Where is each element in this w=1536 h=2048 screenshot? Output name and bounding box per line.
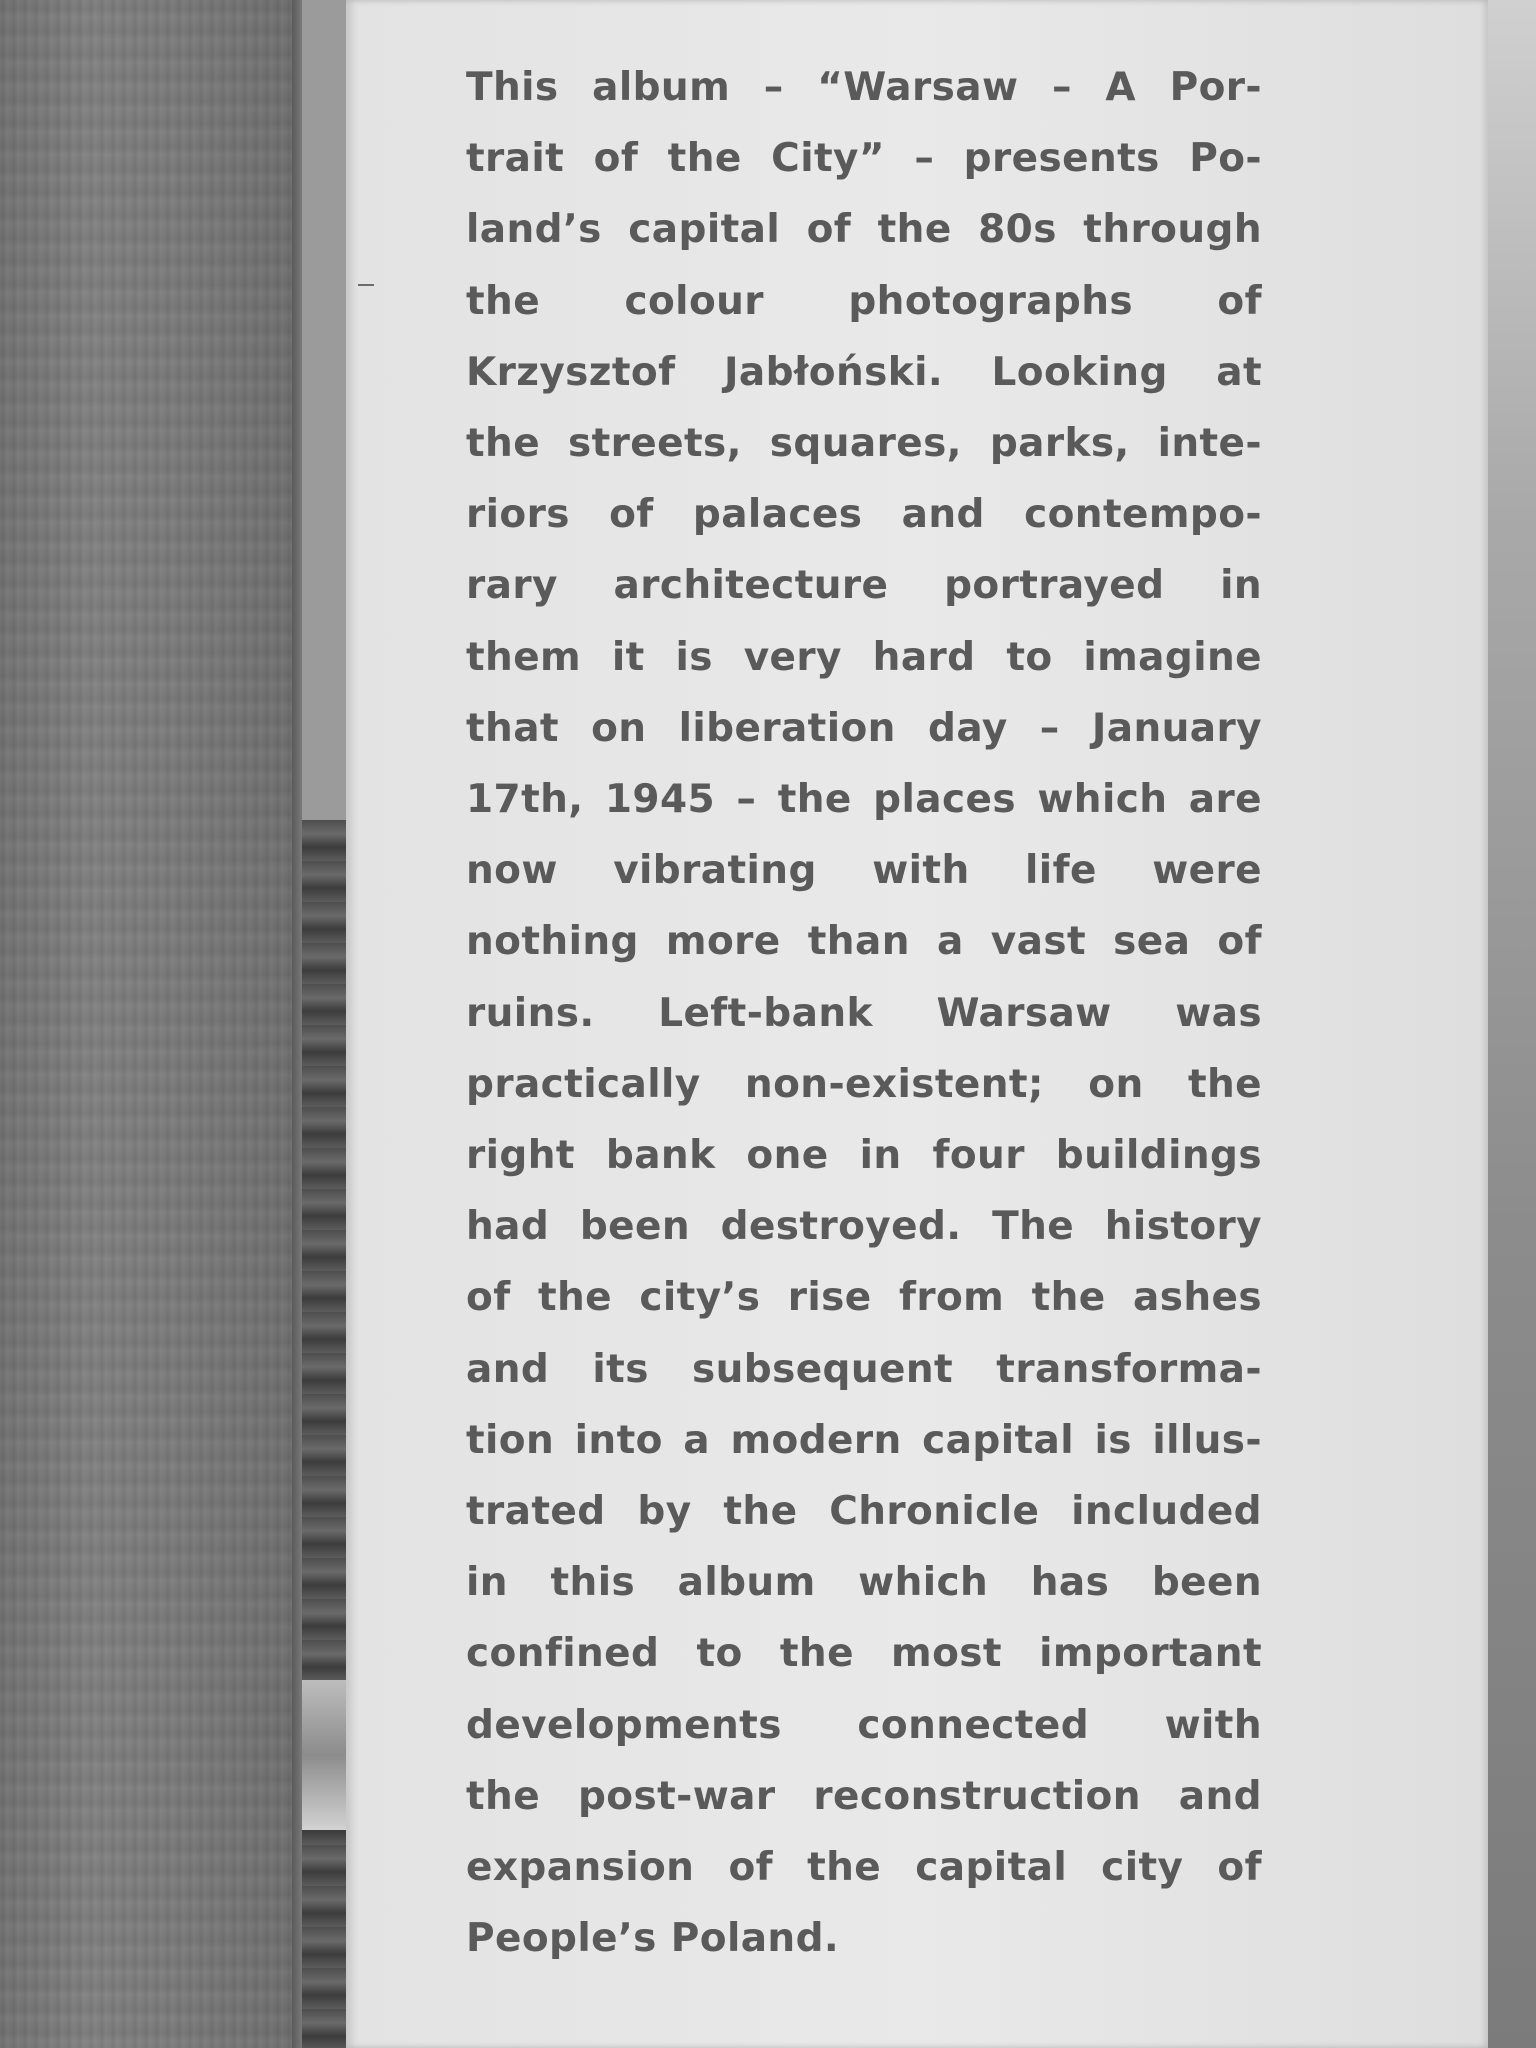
- text-line-6: the streets, squares, parks, inte-: [466, 421, 1262, 467]
- text-line-16: right bank one in four buildings: [466, 1133, 1262, 1179]
- text-line-21: trated by the Chronicle included: [466, 1489, 1262, 1535]
- text-line-23: confined to the most important: [466, 1631, 1262, 1677]
- text-line-7: riors of palaces and contempo-: [466, 492, 1262, 538]
- text-line-27: People’s Poland.: [466, 1916, 840, 1962]
- text-line-22: in this album which has been: [466, 1560, 1262, 1606]
- text-line-25: the post-war reconstruction and: [466, 1773, 1262, 1819]
- text-line-11: 17th, 1945 – the places which are: [466, 777, 1262, 823]
- text-line-12: now vibrating with life were: [466, 848, 1262, 894]
- text-line-19: and its subsequent transforma-: [466, 1346, 1262, 1392]
- text-line-5: Krzysztof Jabłoński. Looking at: [466, 349, 1262, 395]
- background-photo-detail: [302, 820, 348, 2048]
- text-line-17: had been destroyed. The history: [466, 1204, 1262, 1250]
- text-line-3: land’s capital of the 80s through: [466, 207, 1262, 253]
- text-line-14: ruins. Left-bank Warsaw was: [466, 990, 1262, 1036]
- text-line-4: the colour photographs of: [466, 278, 1262, 324]
- text-line-20: tion into a modern capital is illus-: [466, 1417, 1262, 1463]
- wooden-surface: [0, 0, 300, 2048]
- text-line-2: trait of the City” – presents Po-: [466, 136, 1262, 182]
- text-line-24: developments connected with: [466, 1702, 1262, 1748]
- text-line-8: rary architecture portrayed in: [466, 563, 1262, 609]
- text-line-18: of the city’s rise from the ashes: [466, 1275, 1262, 1321]
- album-description-text: [466, 52, 1262, 1974]
- text-line-13: nothing more than a vast sea of: [466, 919, 1262, 965]
- text-line-9: them it is very hard to imagine: [466, 634, 1262, 680]
- text-line-1: This album – “Warsaw – A Por-: [466, 65, 1262, 110]
- background-photo-band: [302, 1680, 348, 1830]
- text-line-26: expansion of the capital city of: [466, 1845, 1262, 1891]
- text-line-10: that on liberation day – January: [466, 705, 1262, 751]
- margin-tick-mark: [358, 284, 374, 286]
- right-background-edge: [1486, 0, 1536, 2048]
- text-line-15: practically non-existent; on the: [466, 1061, 1262, 1107]
